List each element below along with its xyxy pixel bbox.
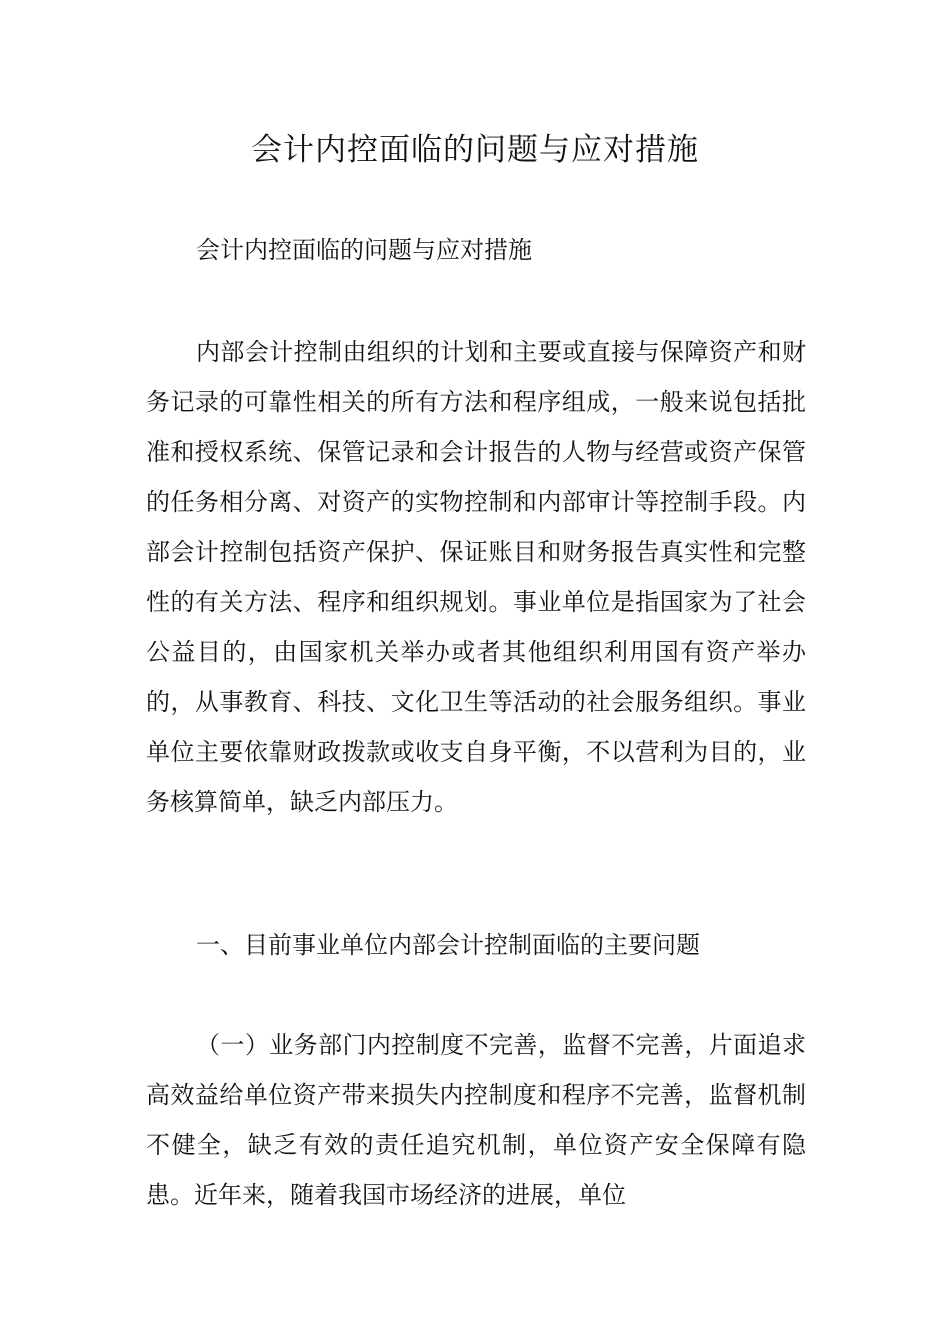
document-subtitle: 会计内控面临的问题与应对措施 xyxy=(196,236,532,264)
body-paragraph: （一）业务部门内控制度不完善，监督不完善，片面追求高效益给单位资产带来损失内控制度和程序不完善，监督机制不健全，缺乏有效的责任追究机制，单位资产安全保障有隐患。近年来，随着我国市场经济的进展，单位 xyxy=(146,1031,806,1209)
document-title: 会计内控面临的问题与应对措施 xyxy=(251,132,699,168)
body-paragraph: 内部会计控制由组织的计划和主要或直接与保障资产和财务记录的可靠性相关的所有方法和程序组成，一般来说包括批准和授权系统、保管记录和会计报告的人物与经营或资产保管的任务相分离、对资产的实物控制和内部审计等控制手段。内部会计控制包括资产保护、保证账目和财务报告真实性和完整性的有关方法、程序和组织规划。事业单位是指国家为了社会公益目的，由国家机关举办或者其他组织利用国有资产举办的，从事教育、科技、文化卫生等活动的社会服务组织。事业单位主要依靠财政拨款或收支自身平衡，不以营利为目的，业务核算简单，缺乏内部压力。 xyxy=(146,338,806,816)
section-heading: 一、目前事业单位内部会计控制面临的主要问题 xyxy=(196,931,700,959)
